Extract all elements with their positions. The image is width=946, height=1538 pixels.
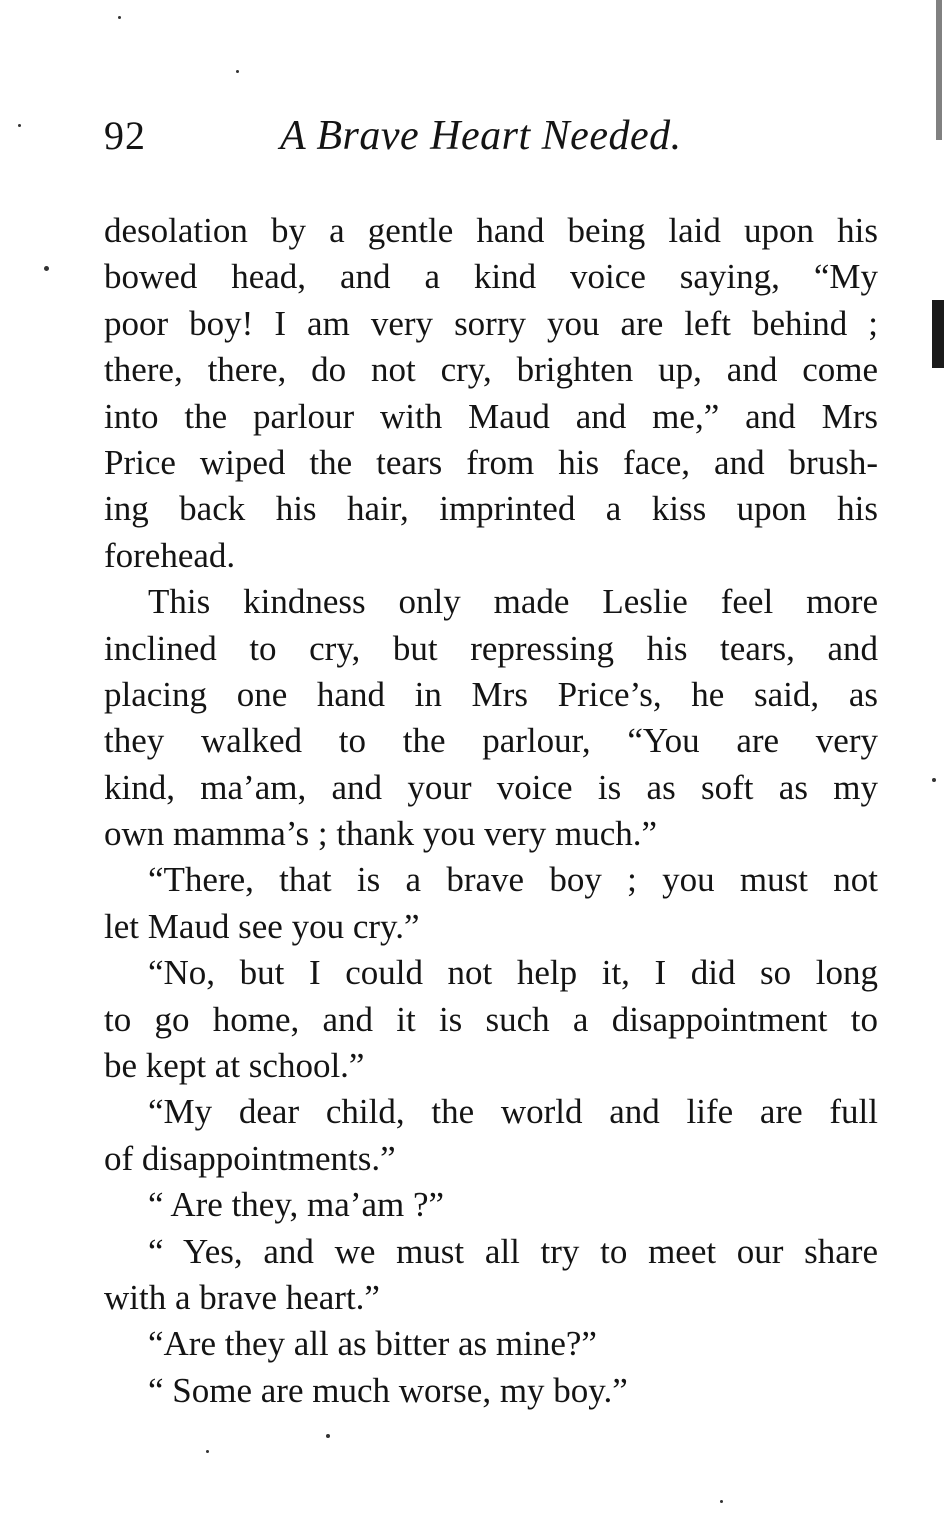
scan-edge-mark xyxy=(932,300,944,368)
scan-edge-mark xyxy=(936,0,942,140)
paragraph xyxy=(104,1368,878,1414)
body-text xyxy=(104,208,878,1414)
text-line: poor boy! I am very sorry you are left behind ; xyxy=(104,303,878,343)
paragraph xyxy=(104,1321,878,1367)
text-line: “ Are they, ma’am ?” xyxy=(148,1185,445,1225)
paragraph xyxy=(104,1089,878,1182)
text-line: “ Some are much worse, my boy.” xyxy=(148,1370,628,1410)
text-line: to go home, and it is such a disappointment to xyxy=(104,999,878,1039)
paragraph xyxy=(104,950,878,1089)
text-line: ing back his hair, imprinted a kiss upon his xyxy=(104,489,878,529)
text-line: let Maud see you cry.” xyxy=(104,906,420,946)
running-title: A Brave Heart Needed. xyxy=(280,113,682,159)
scan-speck xyxy=(326,1434,330,1438)
text-line: of disappointments.” xyxy=(104,1138,396,1178)
page-number: 92 xyxy=(104,113,146,158)
text-line: desolation by a gentle hand being laid upon his xyxy=(104,211,878,250)
text-line: own mamma’s ; thank you very much.” xyxy=(104,814,658,854)
scan-speck xyxy=(932,778,936,782)
paragraph xyxy=(104,208,878,579)
text-line: they walked to the parlour, “You are very xyxy=(104,721,878,761)
paragraph xyxy=(104,857,878,950)
scan-speck xyxy=(720,1500,723,1503)
text-line: “No, but I could not help it, I did so long xyxy=(148,953,878,993)
text-line: bowed head, and a kind voice saying, “My xyxy=(104,257,878,297)
text-line: Price wiped the tears from his face, and brush- xyxy=(104,442,878,482)
text-line: “There, that is a brave boy ; you must not xyxy=(148,860,878,900)
paragraph xyxy=(104,579,878,857)
scan-speck xyxy=(44,266,49,271)
text-line: kind, ma’am, and your voice is as soft as my xyxy=(104,767,878,807)
text-line: into the parlour with Maud and me,” and Mrs xyxy=(104,396,878,436)
scan-speck xyxy=(18,124,21,127)
text-line: “Are they all as bitter as mine?” xyxy=(148,1324,597,1364)
paragraph xyxy=(104,1229,878,1322)
text-line: with a brave heart.” xyxy=(104,1277,380,1317)
text-line: inclined to cry, but repressing his tears, and xyxy=(104,628,878,668)
page-header xyxy=(104,112,884,172)
text-line: forehead. xyxy=(104,535,236,575)
text-line: there, there, do not cry, brighten up, and come xyxy=(104,350,878,390)
scan-speck xyxy=(118,16,121,19)
text-line: This kindness only made Leslie feel more xyxy=(148,582,878,622)
text-line: “ Yes, and we must all try to meet our share xyxy=(148,1231,878,1271)
text-line: be kept at school.” xyxy=(104,1046,365,1086)
paragraph xyxy=(104,1182,878,1228)
text-line: placing one hand in Mrs Price’s, he said, as xyxy=(104,674,878,714)
scan-speck xyxy=(206,1450,209,1453)
text-line: “My dear child, the world and life are full xyxy=(148,1092,878,1132)
scan-speck xyxy=(236,70,239,73)
